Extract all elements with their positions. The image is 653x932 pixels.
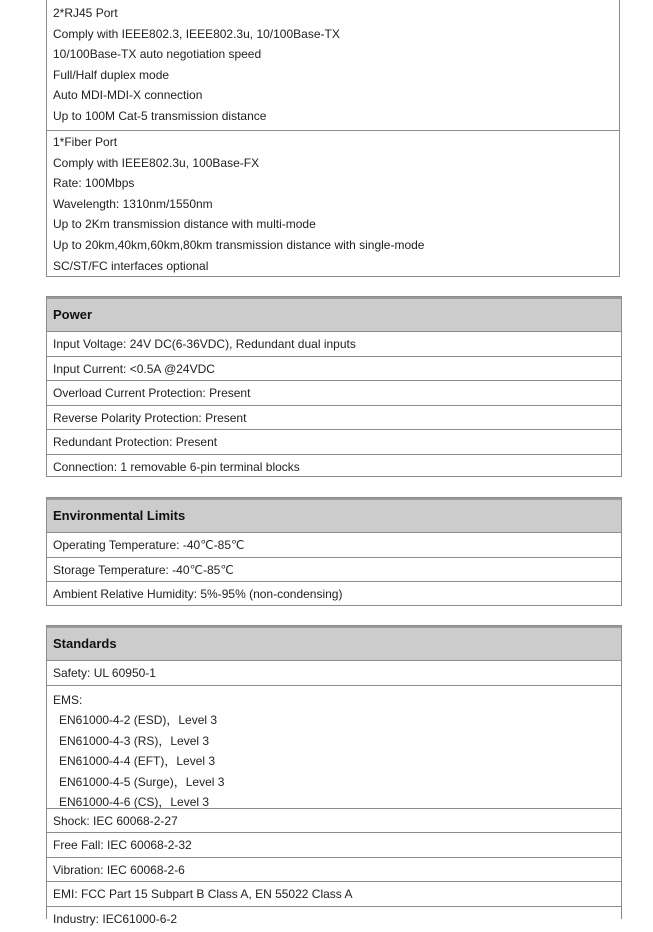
fiber-line: Rate: 100Mbps bbox=[53, 176, 135, 191]
ems-item: EN61000-4-5 (Surge)，Level 3 bbox=[59, 774, 225, 789]
rj45-line: Auto MDI-MDI-X connection bbox=[53, 88, 203, 103]
rj45-line: Comply with IEEE802.3, IEEE802.3u, 10/100Base-TX bbox=[53, 26, 340, 41]
ems-item: EN61000-4-4 (EFT)，Level 3 bbox=[59, 754, 216, 769]
standards-row: Vibration: IEC 60068-2-6 bbox=[47, 858, 621, 883]
rj45-line: Full/Half duplex mode bbox=[53, 67, 170, 82]
environment-section bbox=[46, 497, 622, 606]
rj45-line: 2*RJ45 Port bbox=[53, 6, 118, 20]
ems-item: EN61000-4-2 (ESD)，Level 3 bbox=[59, 713, 218, 728]
ems-item: EN61000-4-6 (CS)，Level 3 bbox=[59, 795, 210, 810]
safety-row: Safety: UL 60950-1 bbox=[47, 661, 621, 686]
environment-heading: Environmental Limits bbox=[47, 498, 621, 533]
fiber-line: Up to 2Km transmission distance with multi-mode bbox=[53, 217, 316, 232]
standards-heading: Standards bbox=[47, 626, 621, 661]
rj45-line: 10/100Base-TX auto negotiation speed bbox=[53, 47, 262, 62]
power-section bbox=[46, 296, 622, 477]
environment-row: Ambient Relative Humidity: 5%-95% (non-condensing) bbox=[53, 587, 343, 602]
ems-item: EN61000-4-3 (RS)，Level 3 bbox=[59, 733, 210, 748]
power-row: Input Voltage: 24V DC(6-36VDC), Redundant dual inputs bbox=[47, 332, 621, 357]
fiber-line: 1*Fiber Port bbox=[53, 135, 118, 149]
standards-section bbox=[46, 625, 622, 926]
fiber-line: Wavelength: 1310nm/1550nm bbox=[53, 196, 213, 211]
ports-table bbox=[46, 0, 620, 277]
standards-row: Industry: IEC61000-6-2 bbox=[53, 911, 178, 926]
standards-row: Free Fall: IEC 60068-2-32 bbox=[47, 833, 621, 858]
fiber-line: Up to 20km,40km,60km,80km transmission distance with single-mode bbox=[53, 237, 425, 252]
power-row: Overload Current Protection: Present bbox=[47, 381, 621, 406]
power-heading: Power bbox=[47, 297, 621, 332]
environment-row: Storage Temperature: -40℃-85℃ bbox=[47, 558, 621, 583]
environment-row: Operating Temperature: -40℃-85℃ bbox=[47, 533, 621, 558]
rj45-port-cell bbox=[47, 0, 619, 131]
power-row: Redundant Protection: Present bbox=[47, 430, 621, 455]
fiber-line: Comply with IEEE802.3u, 100Base-FX bbox=[53, 155, 260, 170]
power-row: Connection: 1 removable 6-pin terminal blocks bbox=[53, 459, 300, 474]
rj45-line: Up to 100M Cat-5 transmission distance bbox=[53, 108, 267, 123]
power-row: Input Current: <0.5A @24VDC bbox=[47, 357, 621, 382]
standards-row: Shock: IEC 60068-2-27 bbox=[47, 809, 621, 834]
ems-cell bbox=[47, 686, 621, 809]
ems-label: EMS: bbox=[53, 692, 83, 707]
standards-row: EMI: FCC Part 15 Subpart B Class A, EN 55022 Class A bbox=[47, 882, 621, 907]
fiber-port-cell bbox=[47, 131, 619, 277]
power-row: Reverse Polarity Protection: Present bbox=[47, 406, 621, 431]
fiber-line: SC/ST/FC interfaces optional bbox=[53, 258, 209, 273]
